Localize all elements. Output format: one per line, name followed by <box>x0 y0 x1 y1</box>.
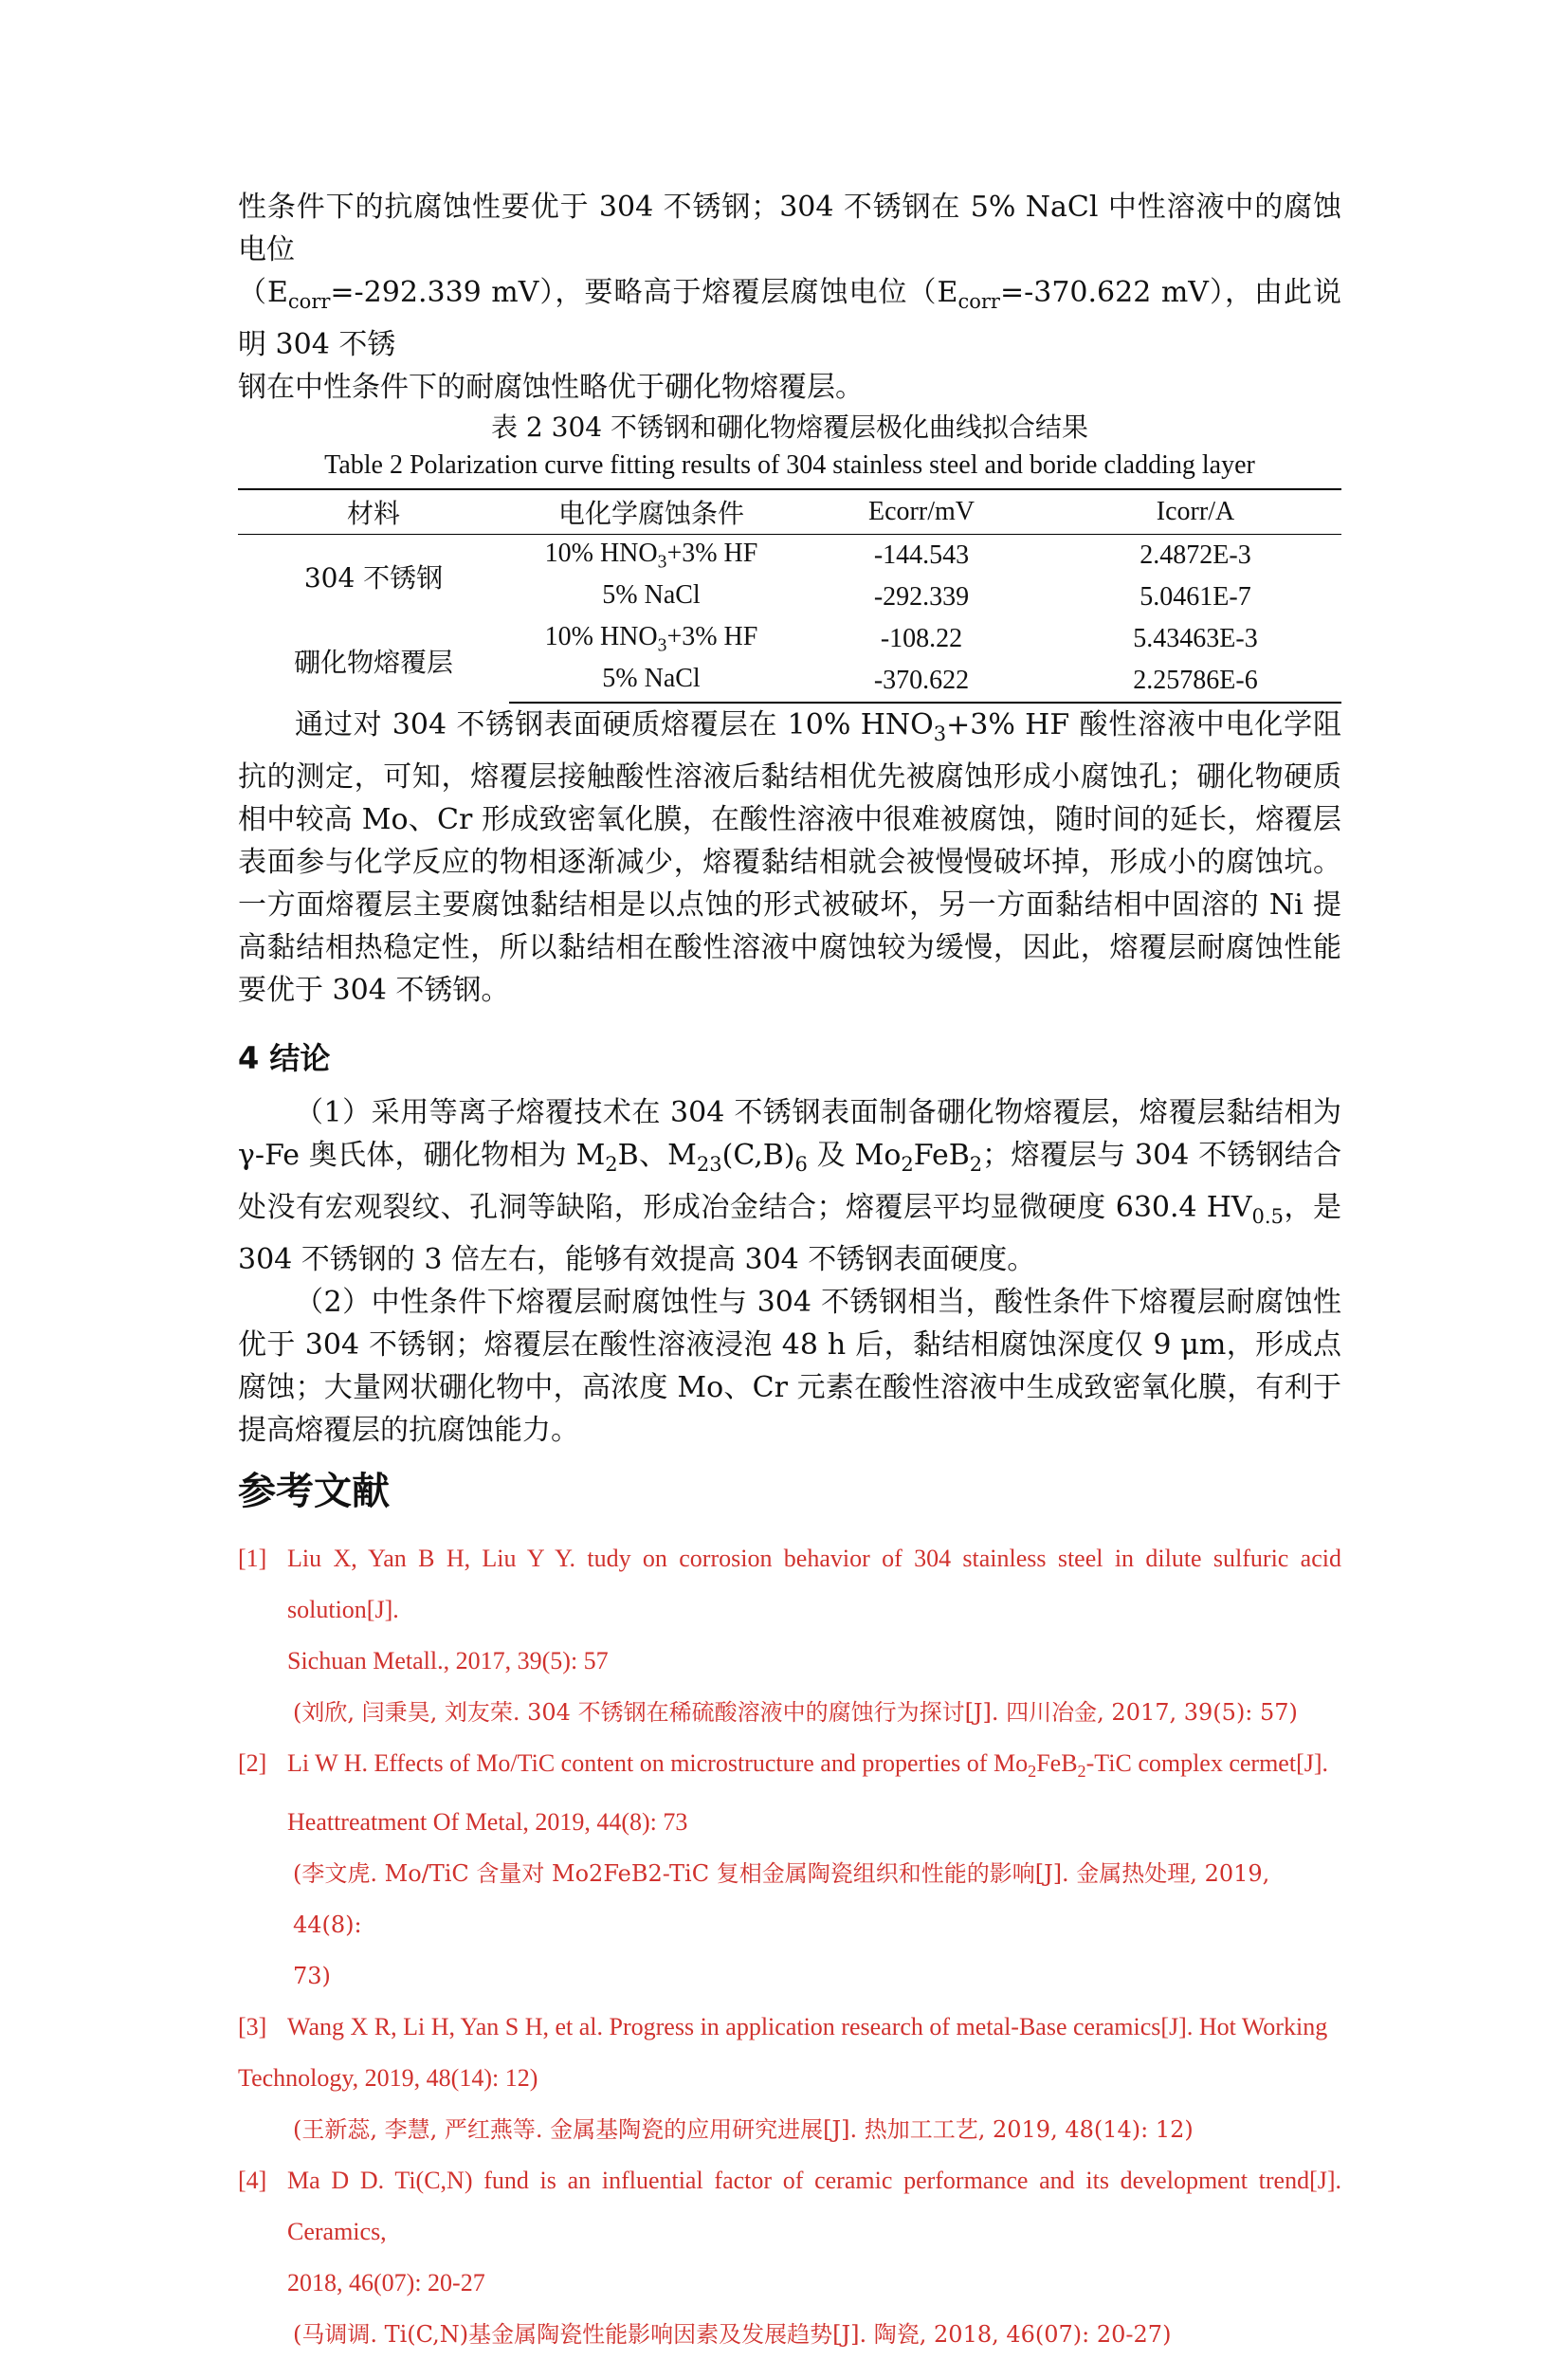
intro-line: 钢在中性条件下的耐腐蚀性略优于硼化物熔覆层。 <box>238 371 864 404</box>
references-heading: 参考文献 <box>238 1470 390 1513</box>
reference-2: [2] Li W H. Effects of Mo/TiC content on microstructure and properties of $Mo_2FeB_2$-TiC complex cermet[J]. Heattreatment Of Metal, 2019, 44(8): 73 (李文虎. Mo/TiC 含量对 Mo2FeB2-TiC 复相金属陶瓷组织和性能的影响[J]. 金属热处理, 2019, 44(8): 73) <box>238 1749 1329 1990</box>
condition-cell: 5% NaCl <box>509 660 793 703</box>
intro-paragraph <box>238 186 1341 409</box>
material-cell: 硼化物熔覆层 <box>293 646 453 678</box>
results-table <box>238 488 1341 704</box>
section-heading-conclusion: 4 结论 <box>238 1040 331 1076</box>
table-caption-en: Table 2 Polarization curve fitting results of 304 stainless steel and boride cladding layer <box>324 450 1255 480</box>
analysis-paragraph: 通过对 304 不锈钢表面硬质熔覆层在 10% $HNO_3+3\%$ HF 酸性溶液中电化学阻抗的测定，可知，熔覆层接触酸性溶液后黏结相优先被腐蚀形成小腐蚀孔；硼化物硬质相中较高 Mo、Cr 形成致密氧化膜，在酸性溶液中很难被腐蚀，随时间的延长，熔覆层表面参与化学反应的物相逐渐减少，熔覆黏结相就会被慢慢破坏掉，形成小的腐蚀坑。一方面熔覆层主要腐蚀黏结相是以点蚀的形式被破坏，另一方面黏结相中固溶的 Ni 提高黏结相热稳定性，所以黏结相在酸性溶液中腐蚀较为缓慢，因此，熔覆层耐腐蚀性能要优于 304 不锈钢。 <box>238 708 1341 1007</box>
subscript: corr <box>957 290 1000 313</box>
subscript: corr <box>287 290 331 313</box>
ecorr-cell: -144.543 <box>873 540 970 570</box>
header-material: 材料 <box>238 489 509 535</box>
ecorr-cell: -108.22 <box>880 624 963 653</box>
icorr-cell: 2.4872E-3 <box>1140 540 1251 570</box>
condition-cell: 10% $HNO_3+3\%$ HF <box>544 538 758 573</box>
ecorr-cell: -292.339 <box>873 582 970 612</box>
reference-4: [4] Ma D D. Ti(C,N) fund is an influential factor of ceramic performance and its development trend[J]. Ceramics, 2018, 46(07): 20-27 (马调调. Ti(C,N)基金属陶瓷性能影响因素及发展趋势[J]. 陶瓷, 2018, 46(07): 20-27) <box>238 2167 1341 2349</box>
table-header-row <box>238 489 1341 535</box>
material-cell: 304 不锈钢 <box>303 562 444 594</box>
intro-line: 性条件下的抗腐蚀性要优于 304 不锈钢；304 不锈钢在 5% NaCl 中性溶液中的腐蚀电位 <box>238 191 1341 266</box>
header-icorr: Icorr/A <box>1049 489 1341 535</box>
conclusion-item-2: （2）中性条件下熔覆层耐腐蚀性与 304 不锈钢相当，酸性条件下熔覆层耐腐蚀性优于 304 不锈钢；熔覆层在酸性溶液浸泡 48 h 后，黏结相腐蚀深度仅 9 μm，形成点腐蚀；大量网状硼化物中，高浓度 Mo、Cr 元素在酸性溶液中生成致密氧化膜，有利于提高熔覆层的抗腐蚀能力。 <box>238 1286 1341 1447</box>
header-ecorr: Ecorr/mV <box>793 489 1049 535</box>
header-condition: 电化学腐蚀条件 <box>509 489 793 535</box>
icorr-cell: 5.43463E-3 <box>1133 624 1258 653</box>
reference-3: [3] Wang X R, Li H, Yan S H, et al. Progress in application research of metal-Base ceramics[J]. Hot Working Technology, 2019, 48(14): 12) (王新蕊, 李慧, 严红燕等. 金属基陶瓷的应用研究进展[J]. 热加工工艺, 2019, 48(14): 12) <box>238 2013 1328 2144</box>
icorr-cell: 5.0461E-7 <box>1140 582 1251 612</box>
icorr-cell: 2.25786E-6 <box>1049 660 1341 703</box>
table-row <box>238 618 1341 660</box>
ecorr-cell: -370.622 <box>793 660 1049 703</box>
intro-text: =-370.622 mV），由此说明 304 不锈 <box>238 276 1341 361</box>
intro-text: （E <box>238 276 288 309</box>
intro-text: =-292.339 mV），要略高于熔覆层腐蚀电位（E <box>330 276 958 309</box>
page-content <box>238 186 1341 2360</box>
table-row <box>238 535 1341 577</box>
condition-cell: 5% NaCl <box>602 579 701 610</box>
conclusion-item-1: （1）采用等离子熔覆技术在 304 不锈钢表面制备硼化物熔覆层，熔覆层黏结相为 γ-Fe 奥氏体，硼化物相为 $M_2B$、$M_{23}(C,B)_6$ 及 $Mo_2FeB_2$；熔覆层与 304 不锈钢结合处没有宏观裂纹、孔洞等缺陷，形成冶金结合；熔覆层平均显微硬度 630.4 $HV_{0.5}$，是 304 不锈钢的 3 倍左右，能够有效提高 304 不锈钢表面硬度。 <box>238 1096 1341 1276</box>
condition-cell: 10% $HNO_3+3\%$ HF <box>544 621 758 656</box>
reference-1: [1] Liu X, Yan B H, Liu Y Y. tudy on corrosion behavior of 304 stainless steel in dilute sulfuric acid solution[J]. Sichuan Metall., 2017, 39(5): 57 (刘欣, 闫秉昊, 刘友荣. 304 不锈钢在稀硫酸溶液中的腐蚀行为探讨[J]. 四川冶金, 2017, 39(5): 57) <box>238 1545 1341 1726</box>
table-caption-cn: 表 2 304 不锈钢和硼化物熔覆层极化曲线拟合结果 <box>491 412 1088 443</box>
